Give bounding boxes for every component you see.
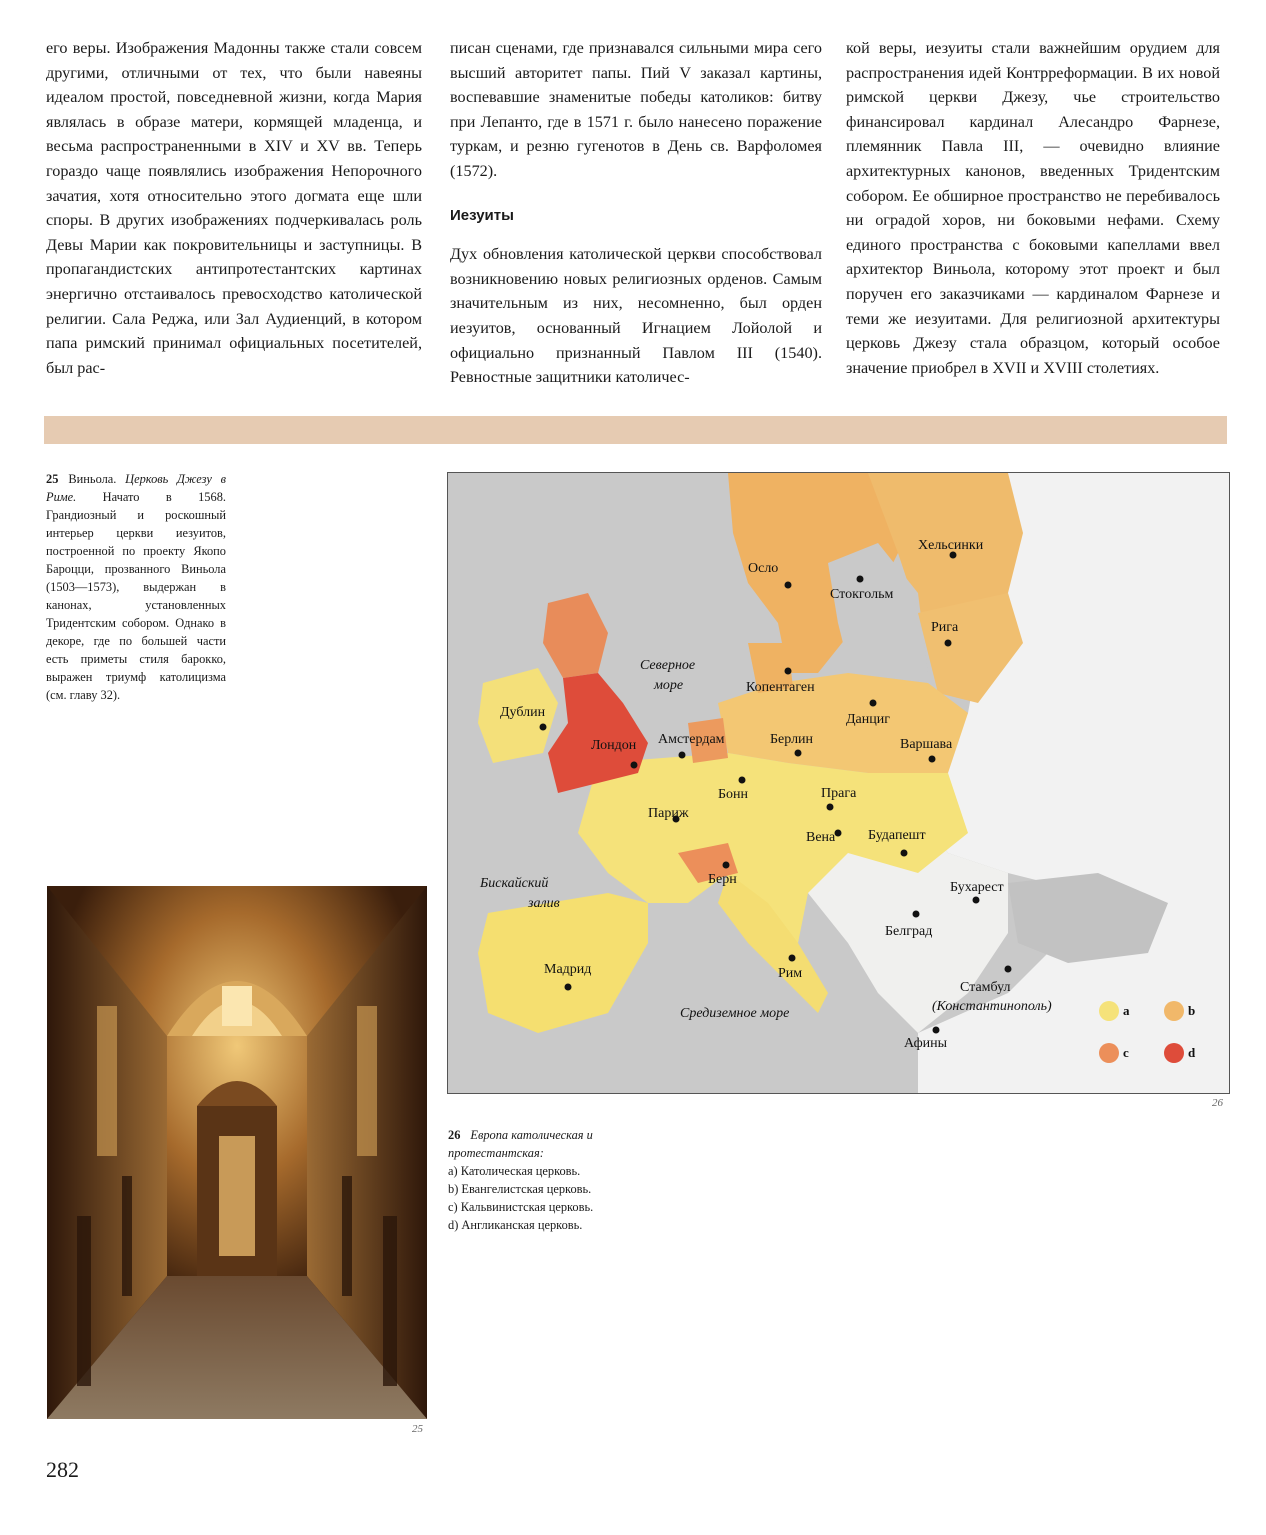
city-label-istanbul: Стамбул (960, 980, 1011, 995)
section-heading-jesuits: Иезуиты (450, 206, 514, 224)
caption-number: 25 (46, 472, 59, 486)
legend-key-a: a (1123, 1003, 1130, 1018)
sea-label-biscay-1: Бискайский (480, 876, 549, 891)
legend-key-c: c (1123, 1045, 1129, 1060)
city-label-stockholm: Стокгольм (830, 587, 894, 602)
city-label-vienna: Вена (806, 830, 836, 845)
caption-item: b) Евангелистская церковь. (448, 1182, 592, 1196)
city-label-amsterdam: Амстердам (658, 732, 725, 747)
city-label-riga: Рига (931, 620, 959, 635)
city-label-bucharest: Бухарест (950, 880, 1004, 895)
city-label-warsaw: Варшава (900, 737, 953, 752)
caption-item: d) Англиканская церковь. (448, 1218, 583, 1232)
sea-label-biscay-2: залив (528, 896, 560, 911)
city-label-helsinki: Хельсинки (918, 538, 984, 553)
body-paragraph: писан сценами, где признавался сильными мира сего высший авторитет папы. Пий V заказал картины, воспевавшие знаменитые победы католиков: битву при Лепанто, где в 1571 г. было нанесено поражение туркам, и резню гугенотов в День св. Варфоломея (1572). (450, 39, 822, 180)
figure-number-26: 26 (1212, 1097, 1223, 1109)
caption-body: Начато в 1568. Грандиозный и роскошный интерьер церкви иезуитов, построенной по проекту Якопо Бароцци, прозванного Виньола (1503—1573), выдержан в канонах, установленных Тридентским собором. Однако в декоре, где по большей части есть приметы стиля барокко, выражен триумф католицизма (см. главу 32). (46, 490, 226, 702)
body-paragraph: Дух обновления католической церкви способствовал возникновению новых религиозных орденов. Самым значительным из них, несомненно, был орден иезуитов, основанный Игнацием Лойолой и официально признанный Павлом III (1540). Ревностные защитники католичес- (450, 245, 822, 387)
city-label-oslo: Осло (748, 561, 779, 576)
body-paragraph: кой веры, иезуиты стали важнейшим орудием для распространения идей Контрреформации. В их новой римской церкви Джезу, чье строительство финансировал кардинал Алесандро Фарнезе, племянник Павла III, — очевидно влияние архитектурных канонов, введенных Тридентским собором. Ее обширное пространство не перебивалось ни оградой хоров, ни боковыми нефами. Схему единого пространства с боковыми капеллами ввел архитектор Виньола, которому этот проект и был поручен его заказчиками — кардиналом Фарнезе и теми же иезуитами. Для религиозной архитектуры церковь Джезу стала образцом, который особое значение приобрел в XVII и XVIII столетиях. (846, 39, 1220, 377)
city-label-bonn: Бонн (718, 787, 749, 802)
city-label-bern: Берн (708, 872, 737, 887)
city-label-rome: Рим (778, 966, 803, 981)
city-label-constantinople: (Константинополь) (932, 999, 1052, 1014)
caption-author: Виньола. (68, 472, 117, 486)
text-column-2 (450, 36, 822, 390)
city-label-paris: Париж (648, 806, 689, 821)
caption-title: Европа католическая и протестантская: (448, 1128, 593, 1160)
text-column-3 (846, 36, 1220, 380)
city-label-dublin: Дублин (500, 705, 546, 720)
city-label-danzig: Данциг (846, 712, 890, 727)
caption-item: a) Католическая церковь. (448, 1164, 581, 1178)
city-label-budapest: Будапешт (868, 828, 926, 843)
europe-religion-map (447, 472, 1230, 1094)
city-label-belgrade: Белград (885, 924, 933, 939)
city-label-london: Лондон (591, 738, 637, 753)
decorative-band (44, 416, 1227, 444)
body-paragraph: его веры. Изображения Мадонны также стали совсем другими, отличными от тех, что были навеяны идеалом простой, повседневной жизни, когда Мария являлась в образе матери, кормящей младенца, и весьма распространенными в XIV и XV вв. Теперь гораздо чаще появлялись изображения Непорочного зачатия, хотя относительно этого догмата еще шли споры. В других изображениях подчеркивалась роль Девы Марии как покровительницы и заступницы. В пропагандистских антипротестантских картинах энергично отстаивалось превосходство католической религии. Сала Реджа, или Зал Аудиенций, в котором папа римский принимал официальных посетителей, был рас- (46, 39, 422, 377)
caption-figure-25 (46, 470, 226, 704)
caption-title: Церковь Джезу в Риме. (46, 472, 226, 504)
map-svg (448, 473, 1229, 1093)
city-label-berlin: Берлин (770, 732, 814, 747)
city-label-athens: Афины (904, 1036, 948, 1051)
sea-label-north-1: Северное (640, 658, 696, 673)
caption-item: c) Кальвинистская церковь. (448, 1200, 594, 1214)
caption-number: 26 (448, 1128, 461, 1142)
caption-figure-26 (448, 1126, 648, 1234)
text-column-1 (46, 36, 422, 380)
figure-number-25: 25 (412, 1423, 423, 1435)
city-label-prague: Прага (821, 786, 857, 801)
city-label-madrid: Мадрид (544, 962, 592, 977)
church-interior-illustration (47, 886, 427, 1419)
sea-label-north-2: море (654, 678, 684, 693)
city-label-copenhagen: Копентаген (746, 680, 815, 695)
legend-key-d: d (1188, 1045, 1196, 1060)
church-interior-photo (47, 886, 427, 1419)
legend-key-b: b (1188, 1003, 1196, 1018)
sea-label-mediterranean: Средиземное море (680, 1006, 790, 1021)
page-number: 282 (46, 1457, 79, 1482)
